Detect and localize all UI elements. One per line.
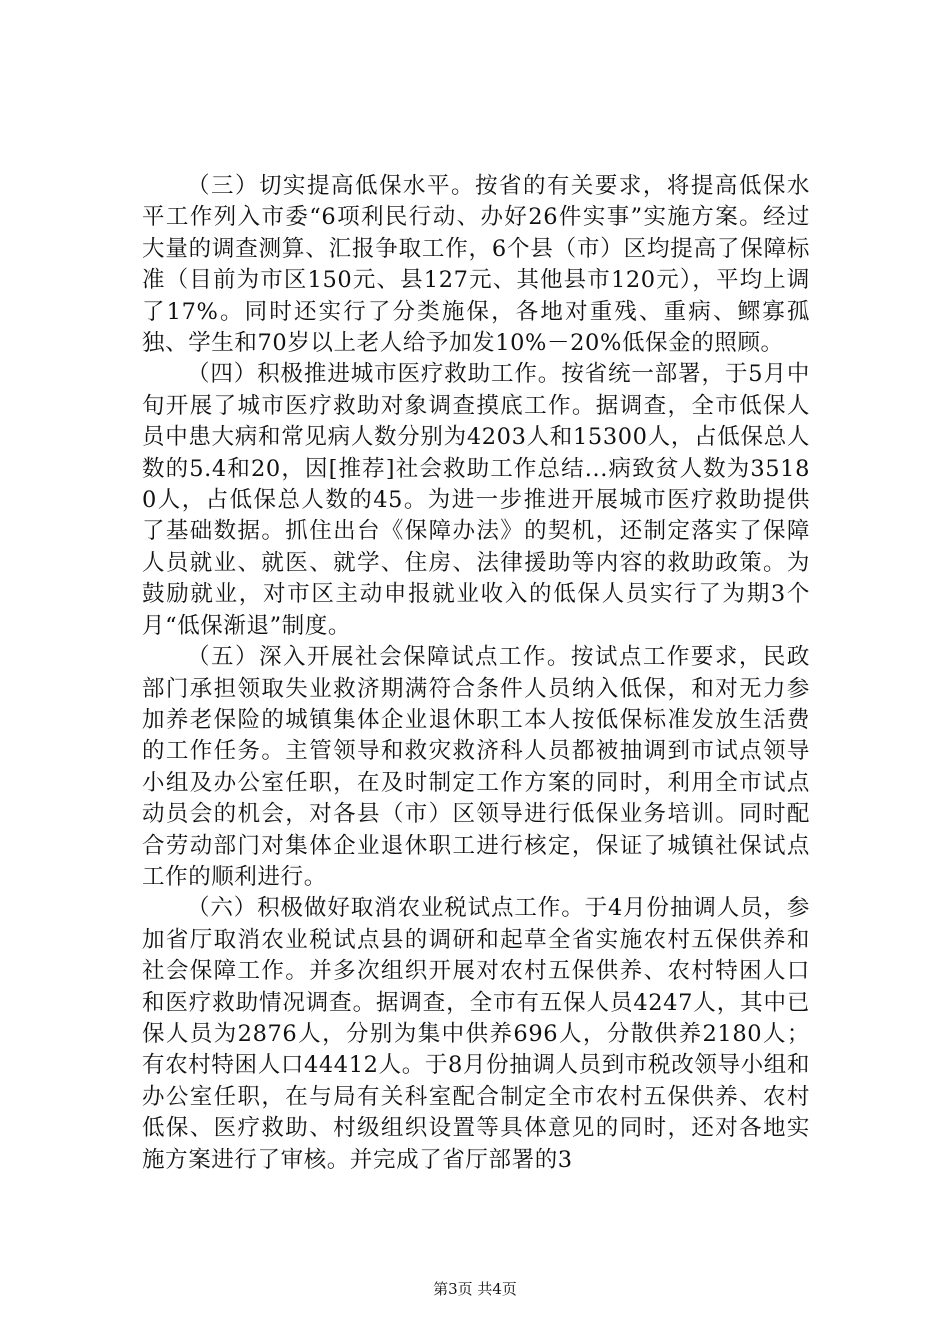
document-body <box>142 171 810 1176</box>
paragraph-4-medical-aid: （四）积极推进城市医疗救助工作。按省统一部署，于5月中旬开展了城市医疗救助对象调查摸底工作。据调查，全市低保人员中患大病和常见病人数分别为4203人和15300人，占低保总人数的5.4和20，因[推荐]社会救助工作总结...病致贫人数为35180人，占低保总人数的45。为进一步推进开展城市医疗救助提供了基础数据。抓住出台《保障办法》的契机，还制定落实了保障人员就业、就医、就学、住房、法律援助等内容的救助政策。为鼓励就业，对市区主动申报就业收入的低保人员实行了为期3个月“低保渐退”制度。 <box>142 361 810 639</box>
paragraph-6-agricultural-tax-pilot: （六）积极做好取消农业税试点工作。于4月份抽调人员，参加省厅取消农业税试点县的调研和起草全省实施农村五保供养和社会保障工作。并多次组织开展对农村五保供养、农村特困人口和医疗救助情况调查。据调查，全市有五保人员4247人，其中已保人员为2876人，分别为集中供养696人，分散供养2180人；有农村特困人口44412人。于8月份抽调人员到市税改领导小组和办公室任职，在与局有关科室配合制定全市农村五保供养、农村低保、医疗救助、村级组织设置等具体意见的同时，还对各地实施方案进行了审核。并完成了省厅部署的3 <box>142 895 810 1173</box>
paragraph-3-low-income-level: （三）切实提高低保水平。按省的有关要求，将提高低保水平工作列入市委“6项利民行动、办好26件实事”实施方案。经过大量的调查测算、汇报争取工作，6个县（市）区均提高了保障标准（目前为市区150元、县127元、其他县市120元），平均上调了17%。同时还实行了分类施保，各地对重残、重病、鳏寡孤独、学生和70岁以上老人给予加发10%－20%低保金的照顾。 <box>142 173 810 357</box>
paragraph-5-social-security-pilot: （五）深入开展社会保障试点工作。按试点工作要求，民政部门承担领取失业救济期满符合条件人员纳入低保，和对无力参加养老保险的城镇集体企业退休职工本人按低保标准发放生活费的工作任务。主管领导和救灾救济科人员都被抽调到市试点领导小组及办公室任职，在及时制定工作方案的同时，利用全市试点动员会的机会，对各县（市）区领导进行低保业务培训。同时配合劳动部门对集体企业退休职工进行核定，保证了城镇社保试点工作的顺利进行。 <box>142 644 810 890</box>
page-number-label: 第3页 共4页 <box>433 1280 517 1298</box>
page-footer <box>0 1278 950 1299</box>
